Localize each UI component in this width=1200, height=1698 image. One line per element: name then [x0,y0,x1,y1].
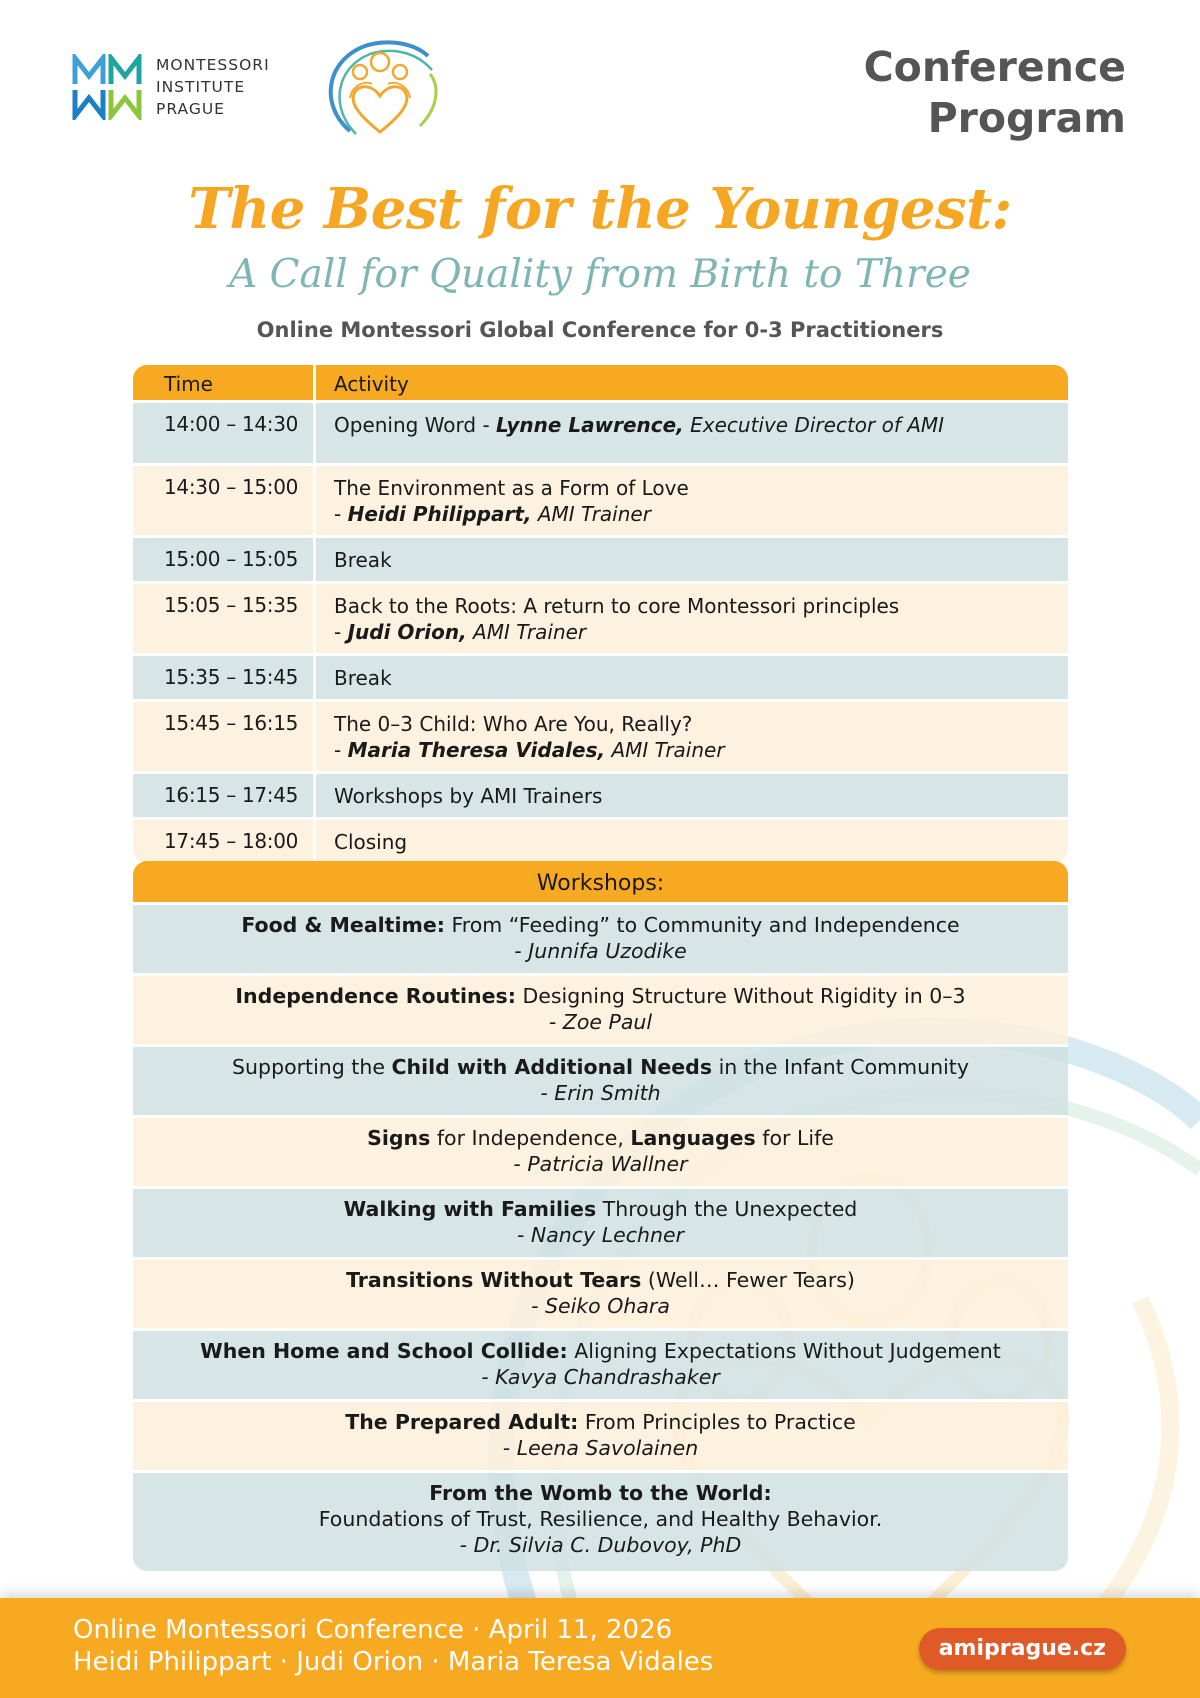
family-heart-logo-icon [320,36,440,140]
workshop-item [133,1118,1068,1189]
workshop-title [143,983,1058,1009]
workshop-item [133,1473,1068,1571]
workshop-presenter: - Kavya Chandrashaker [481,1365,720,1389]
schedule-activity [316,774,1068,817]
schedule-row [133,403,1068,466]
workshop-item [133,1402,1068,1473]
workshop-title-text: Supporting the [232,1055,392,1079]
workshop-title-text: Foundations of Trust, Resilience, and Healthy Behavior. [318,1507,883,1531]
workshop-title-text: Aligning Expectations Without Judgement [567,1339,1001,1363]
schedule-time: 14:30 – 15:00 [133,466,316,535]
workshop-presenter: - Junnifa Uzodike [514,939,687,963]
speaker-dash: - [334,620,348,644]
workshop-title-emphasis: Food & Mealtime: [241,913,445,937]
schedule-row [133,774,1068,820]
workshop-title-emphasis: Independence Routines: [235,984,516,1008]
workshop-title-text: Designing Structure Without Rigidity in 0–3 [515,984,966,1008]
speaker-role: AMI Trainer [531,502,651,526]
column-header-time: Time [133,365,316,400]
schedule-time: 14:00 – 14:30 [133,403,316,463]
page-title-line: Program [927,94,1126,142]
workshops-table [133,861,1068,1571]
workshop-title [143,1338,1058,1364]
speaker-role: AMI Trainer [466,620,587,644]
schedule-row [133,466,1068,538]
workshop-title-emphasis: When Home and School Collide: [200,1339,568,1363]
workshop-presenter: - Leena Savolainen [502,1436,699,1460]
schedule-time: 17:45 – 18:00 [133,820,316,863]
workshop-item [133,1189,1068,1260]
workshop-item [133,1260,1068,1331]
page-title [864,42,1126,144]
activity-title: The Environment as a Form of Love [334,476,689,500]
schedule-activity [316,702,1068,771]
schedule-row [133,702,1068,774]
workshop-presenter: - Erin Smith [540,1081,661,1105]
activity-title: Break [334,548,392,572]
montessori-institute-prague-logo [72,54,270,120]
schedule-activity [316,656,1068,699]
schedule-row [133,538,1068,584]
workshop-title [143,1409,1058,1435]
workshops-heading: Workshops: [133,861,1068,905]
workshop-presenter: - Patricia Wallner [513,1152,688,1176]
conference-main-title: The Best for the Youngest: [188,176,1012,242]
schedule-row [133,820,1068,863]
activity-title: Workshops by AMI Trainers [334,784,603,808]
activity-title: The 0–3 Child: Who Are You, Really? [334,712,693,736]
schedule-time: 15:05 – 15:35 [133,584,316,653]
schedule-table [133,365,1068,863]
schedule-time: 15:45 – 16:15 [133,702,316,771]
schedule-row [133,584,1068,656]
workshops-body [133,905,1068,1571]
workshop-title-text: (Well… Fewer Tears) [641,1268,855,1292]
workshop-title [143,1054,1058,1080]
speaker-role: Executive Director of AMI [683,413,945,437]
conference-subtitle: A Call for Quality from Birth to Three [229,252,971,297]
footer-event-line: Online Montessori Conference · April 11, 2026 [73,1615,673,1645]
schedule-activity [316,820,1068,863]
workshop-title [143,1125,1058,1151]
schedule-header-row [133,365,1068,403]
workshop-title-emphasis: The Prepared Adult: [345,1410,579,1434]
workshop-title [143,912,1058,938]
speaker-name: Maria Theresa Vidales, [347,738,606,762]
workshop-title-emphasis: Walking with Families [343,1197,597,1221]
workshop-presenter: - Seiko Ohara [531,1294,670,1318]
column-header-activity: Activity [334,372,409,396]
activity-title: Back to the Roots: A return to core Montessori principles [334,594,900,618]
workshop-title [143,1267,1058,1293]
workshop-item [133,976,1068,1047]
activity-title: Opening Word - [334,413,497,437]
schedule-body [133,403,1068,863]
workshop-title-text: Through the Unexpected [596,1197,858,1221]
workshop-item [133,1047,1068,1118]
footer-banner [0,1598,1200,1698]
activity-title: Break [334,666,392,690]
footer-speakers-line: Heidi Philippart · Judi Orion · Maria Teresa Vidales [73,1647,714,1677]
schedule-time: 16:15 – 17:45 [133,774,316,817]
logo-text-line: INSTITUTE [156,78,246,96]
workshop-title-text: From Principles to Practice [578,1410,856,1434]
logo-text-line: MONTESSORI [156,56,270,74]
speaker-dash: - [334,502,348,526]
schedule-time: 15:35 – 15:45 [133,656,316,699]
schedule-activity [316,466,1068,535]
workshop-title-text: in the Infant Community [712,1055,969,1079]
workshop-title-emphasis: Child with Additional Needs [391,1055,713,1079]
workshop-title [143,1196,1058,1222]
schedule-time: 15:00 – 15:05 [133,538,316,581]
schedule-activity [316,584,1068,653]
speaker-role: AMI Trainer [605,738,725,762]
workshop-title-emphasis: Transitions Without Tears [346,1268,642,1292]
workshop-title-emphasis: From the Womb to the World: [429,1481,772,1505]
logo-text-line: PRAGUE [156,100,225,118]
schedule-activity [316,538,1068,581]
workshop-title-text: for Independence, [430,1126,631,1150]
workshop-presenter: - Nancy Lechner [516,1223,685,1247]
activity-title: Closing [334,830,408,854]
page-title-line: Conference [863,43,1126,91]
mm-logo-icon [72,54,144,120]
workshop-title-emphasis: Languages [630,1126,756,1150]
schedule-row [133,656,1068,702]
schedule-activity [316,403,1068,463]
speaker-name: Lynne Lawrence, [496,413,684,437]
workshop-title-text: for Life [755,1126,834,1150]
workshop-item [133,905,1068,976]
workshop-title-emphasis: Signs [367,1126,431,1150]
conference-tagline: Online Montessori Global Conference for 0-3 Practitioners [256,318,944,342]
workshop-title-text: From “Feeding” to Community and Independence [444,913,960,937]
website-link-button[interactable]: amiprague.cz [919,1628,1126,1670]
speaker-dash: - [334,738,348,762]
speaker-name: Judi Orion, [347,620,467,644]
workshop-presenter: - Zoe Paul [548,1010,653,1034]
workshop-title [143,1480,1058,1532]
speaker-name: Heidi Philippart, [347,502,532,526]
workshop-presenter: - Dr. Silvia C. Dubovoy, PhD [459,1533,742,1557]
workshop-item [133,1331,1068,1402]
